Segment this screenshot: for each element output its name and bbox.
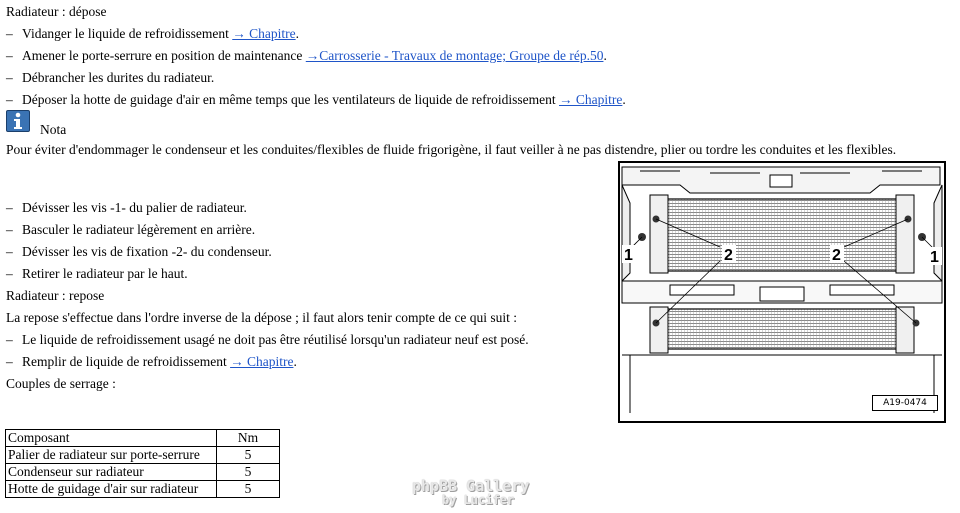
repose-heading: Radiateur : repose	[6, 288, 105, 303]
chapitre-link[interactable]: → Chapitre	[559, 92, 623, 107]
repose-intro: La repose s'effectue dans l'ordre inverse de la dépose ; il faut alors tenir compte de ce qui suit :	[6, 310, 518, 325]
depose-step-5: – Dévisser les vis -1- du palier de radiateur.	[6, 200, 247, 215]
depose-step-4: – Déposer la hotte de guidage d'air en même temps que les ventilateurs de liquide de refroidissement → Chapitre.	[6, 92, 626, 107]
note-text: Pour éviter d'endommager le condenseur et les conduites/flexibles de fluide frigorigène, il faut veiller à ne pas distendre, plier ou tordre les conduites et les flexibles.	[6, 142, 897, 157]
gallery-watermark	[412, 479, 552, 507]
callout-1-right: 1	[930, 249, 939, 266]
repose-step-1: – Le liquide de refroidissement usagé ne doit pas être réutilisé lorsqu'un radiateur neuf est posé.	[6, 332, 529, 347]
depose-step-1: – Vidanger le liquide de refroidissement → Chapitre.	[6, 26, 299, 41]
carrosserie-link[interactable]: →Carrosserie - Travaux de montage; Groupe de rép.50	[305, 48, 604, 63]
info-icon	[6, 110, 30, 132]
table-cell: Condenseur sur radiateur	[6, 464, 217, 481]
note-title: Nota	[40, 122, 67, 137]
depose-heading: Radiateur : dépose	[6, 4, 107, 19]
table-row	[6, 447, 280, 464]
table-header-cell: Nm	[217, 430, 280, 447]
callout-2-right: 2	[832, 247, 841, 264]
watermark-line-1: phpBB Gallery	[412, 477, 530, 495]
repose-step-2: – Remplir de liquide de refroidissement → Chapitre.	[6, 354, 297, 369]
radiator-diagram	[618, 161, 946, 423]
depose-step-2: – Amener le porte-serrure en position de maintenance →Carrosserie - Travaux de montage; Groupe de rép.50.	[6, 48, 607, 63]
torque-table	[5, 429, 280, 498]
depose-step-7: – Dévisser les vis de fixation -2- du condenseur.	[6, 244, 272, 259]
table-cell: 5	[217, 481, 280, 498]
radiator-drawing	[620, 163, 944, 421]
chapitre-link[interactable]: → Chapitre	[230, 354, 294, 369]
depose-step-8: – Retirer le radiateur par le haut.	[6, 266, 188, 281]
table-cell: 5	[217, 447, 280, 464]
table-header-cell: Composant	[6, 430, 217, 447]
chapitre-link[interactable]: → Chapitre	[232, 26, 296, 41]
depose-step-3: – Débrancher les durites du radiateur.	[6, 70, 215, 85]
callout-2-left: 2	[724, 247, 733, 264]
table-header-row	[6, 430, 280, 447]
table-cell: 5	[217, 464, 280, 481]
table-row	[6, 481, 280, 498]
callout-1-left: 1	[624, 247, 633, 264]
table-row	[6, 464, 280, 481]
watermark-line-2: by Lucifer	[442, 493, 515, 507]
table-cell: Palier de radiateur sur porte-serrure	[6, 447, 217, 464]
depose-step-6: – Basculer le radiateur légèrement en arrière.	[6, 222, 256, 237]
table-cell: Hotte de guidage d'air sur radiateur	[6, 481, 217, 498]
couples-heading: Couples de serrage :	[6, 376, 116, 391]
figure-reference: A19-0474	[872, 395, 938, 411]
